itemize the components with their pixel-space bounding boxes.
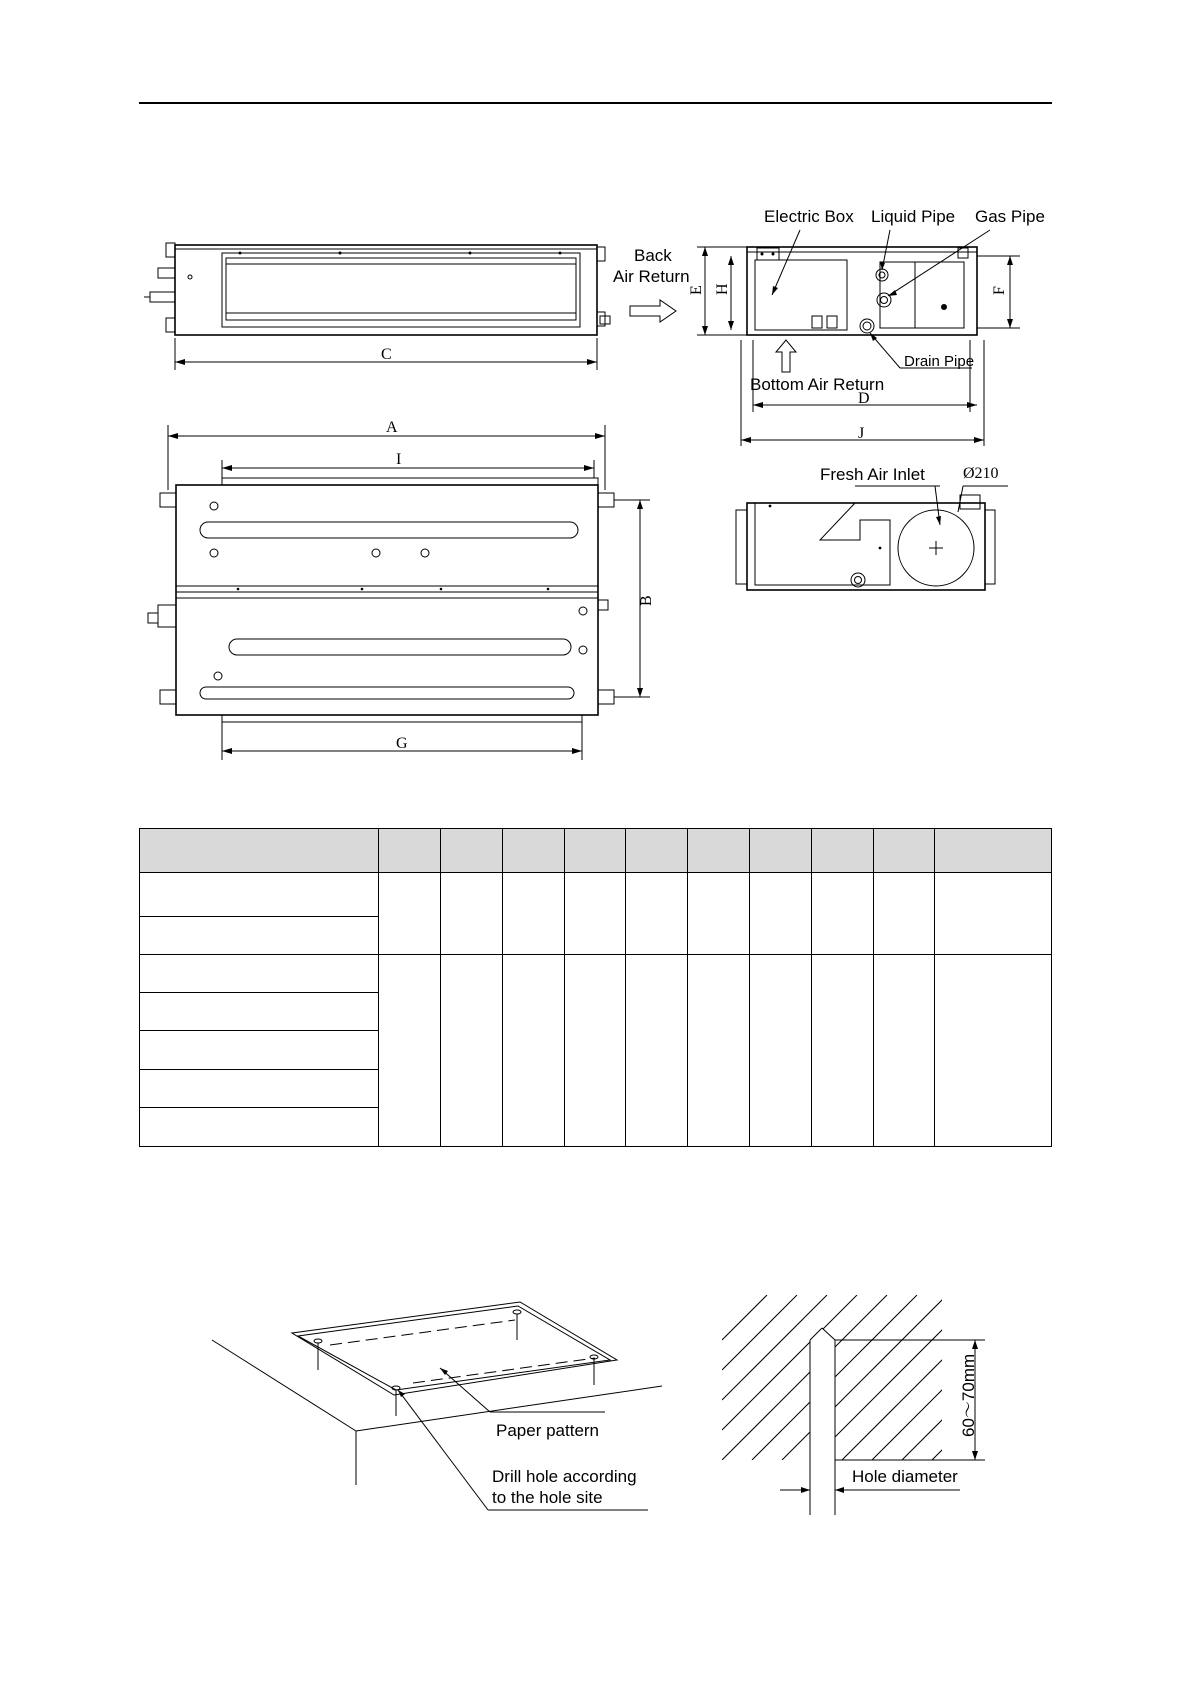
paper-pattern-illustration	[212, 1302, 662, 1510]
liquid-pipe-label: Liquid Pipe	[871, 207, 956, 226]
table-cell	[812, 873, 874, 955]
table-cell	[935, 955, 1052, 1147]
dim-label-a: A	[386, 419, 398, 436]
table-cell	[935, 873, 1052, 955]
dim-label-g: G	[396, 735, 408, 752]
table-header-cell	[688, 829, 750, 873]
table-cell-model	[140, 1108, 379, 1147]
dim-label-d: D	[858, 390, 870, 407]
hole-depth-label: 60～70mm	[959, 1353, 978, 1437]
table-cell	[378, 873, 440, 955]
drill-hole-label-line2: to the hole site	[492, 1488, 603, 1507]
table-header-cell	[626, 829, 688, 873]
table-cell-model	[140, 873, 379, 917]
paper-pattern-label: Paper pattern	[496, 1421, 600, 1440]
table-cell	[564, 955, 626, 1147]
table-header-cell	[874, 829, 935, 873]
fresh-air-diameter-label: Ø210	[963, 465, 999, 482]
table-cell	[626, 955, 688, 1147]
hole-diameter-label: Hole diameter	[852, 1467, 958, 1486]
drill-hole-label-line1: Drill hole according	[492, 1467, 637, 1486]
table-cell-model	[140, 1070, 379, 1108]
fresh-air-inlet-label: Fresh Air Inlet	[820, 465, 925, 484]
dimension-table	[139, 828, 1052, 1147]
table-cell	[502, 873, 564, 955]
table-cell	[750, 955, 812, 1147]
table-cell	[502, 955, 564, 1147]
back-air-return-line1: Back	[634, 246, 672, 265]
table-header-cell	[378, 829, 440, 873]
table-cell	[440, 955, 502, 1147]
table-cell	[750, 873, 812, 955]
side-view	[688, 207, 1045, 446]
dim-label-c: C	[381, 346, 392, 363]
table-cell	[688, 955, 750, 1147]
table-cell-model	[140, 917, 379, 955]
table-cell	[626, 873, 688, 955]
gas-pipe-label: Gas Pipe	[975, 207, 1045, 226]
dim-label-h: H	[714, 283, 731, 295]
table-header-row	[140, 829, 1052, 873]
bottom-air-return-arrow-icon	[776, 340, 796, 372]
table-header-cell	[440, 829, 502, 873]
table-header-cell	[935, 829, 1052, 873]
table-cell-model	[140, 955, 379, 993]
back-air-return-arrow-icon	[630, 300, 676, 322]
dim-label-b: B	[638, 595, 655, 606]
table-row	[140, 955, 1052, 993]
fresh-air-view	[736, 465, 1008, 590]
table-header-cell	[564, 829, 626, 873]
table-cell	[874, 873, 935, 955]
drain-pipe-label: Drain Pipe	[904, 353, 975, 370]
dim-label-e: E	[688, 285, 705, 295]
table-header-cell	[502, 829, 564, 873]
table-header-cell	[750, 829, 812, 873]
top-view	[148, 419, 655, 760]
table-cell	[564, 873, 626, 955]
bottom-air-return-label: Bottom Air Return	[750, 375, 885, 394]
table-cell	[378, 955, 440, 1147]
back-air-return-line2: Air Return	[613, 267, 690, 286]
table-cell	[688, 873, 750, 955]
table-cell	[812, 955, 874, 1147]
table-cell	[440, 873, 502, 955]
dim-label-f: F	[991, 286, 1008, 295]
table-header-cell	[140, 829, 379, 873]
dim-label-i: I	[396, 451, 402, 468]
back-air-return-annotation	[613, 246, 690, 322]
dim-label-j: J	[858, 425, 865, 442]
front-view	[144, 243, 610, 370]
table-cell-model	[140, 1031, 379, 1070]
table-cell-model	[140, 993, 379, 1031]
table-row	[140, 873, 1052, 917]
table-cell	[874, 955, 935, 1147]
electric-box-label: Electric Box	[764, 207, 854, 226]
table-header-cell	[812, 829, 874, 873]
hole-section-illustration	[722, 1295, 985, 1515]
